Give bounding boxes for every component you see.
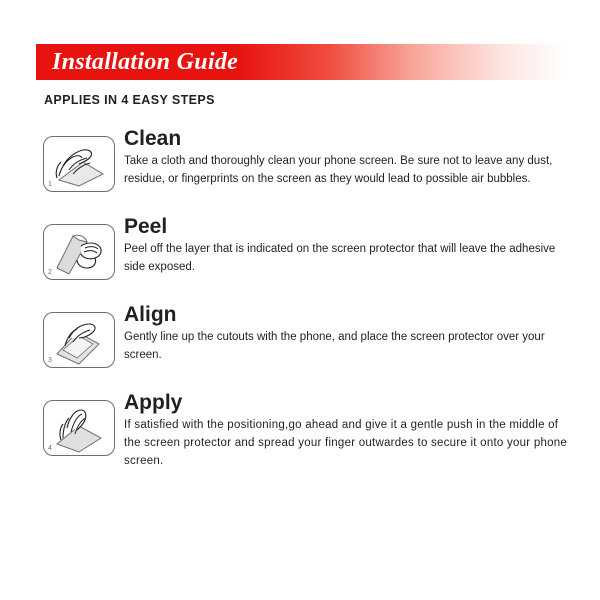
step-text (118, 392, 568, 470)
hand-pressing-screen-icon (43, 400, 115, 456)
step-number: 4 (48, 445, 52, 452)
step-text (118, 128, 568, 189)
subtitle: APPLIES IN 4 EASY STEPS (44, 93, 215, 107)
title-banner (36, 44, 564, 80)
step-number: 2 (48, 269, 52, 276)
step-heading: Clean (124, 127, 182, 150)
step-body: Peel off the layer that is indicated on the screen protector that will leave the adhesive side exposed. (124, 243, 556, 273)
step-heading: Apply (124, 391, 183, 414)
step-body: If satisfied with the positioning,go ahead and give it a gentle push in the middle of the screen protector and spread your finger outwardes to secure it onto your phone screen. (124, 419, 568, 467)
step-figure (40, 400, 118, 458)
step-item (40, 128, 568, 194)
step-figure (40, 136, 118, 194)
hand-peeling-film-icon (43, 224, 115, 280)
step-number: 1 (48, 181, 52, 188)
step-text (118, 304, 568, 365)
steps-list (40, 128, 568, 492)
step-body: Gently line up the cutouts with the phone, and place the screen protector over your screen. (124, 331, 545, 361)
step-item (40, 392, 568, 470)
hand-aligning-protector-icon (43, 312, 115, 368)
step-figure (40, 312, 118, 370)
step-item (40, 304, 568, 370)
page-title: Installation Guide (52, 48, 239, 75)
step-heading: Align (124, 303, 177, 326)
step-figure (40, 224, 118, 282)
step-number: 3 (48, 357, 52, 364)
step-text (118, 216, 568, 277)
step-item (40, 216, 568, 282)
hand-cloth-wiping-phone-icon (43, 136, 115, 192)
step-heading: Peel (124, 215, 168, 238)
step-body: Take a cloth and thoroughly clean your phone screen. Be sure not to leave any dust, residue, or fingerprints on the screen as they would lead to possible air bubbles. (124, 155, 553, 185)
